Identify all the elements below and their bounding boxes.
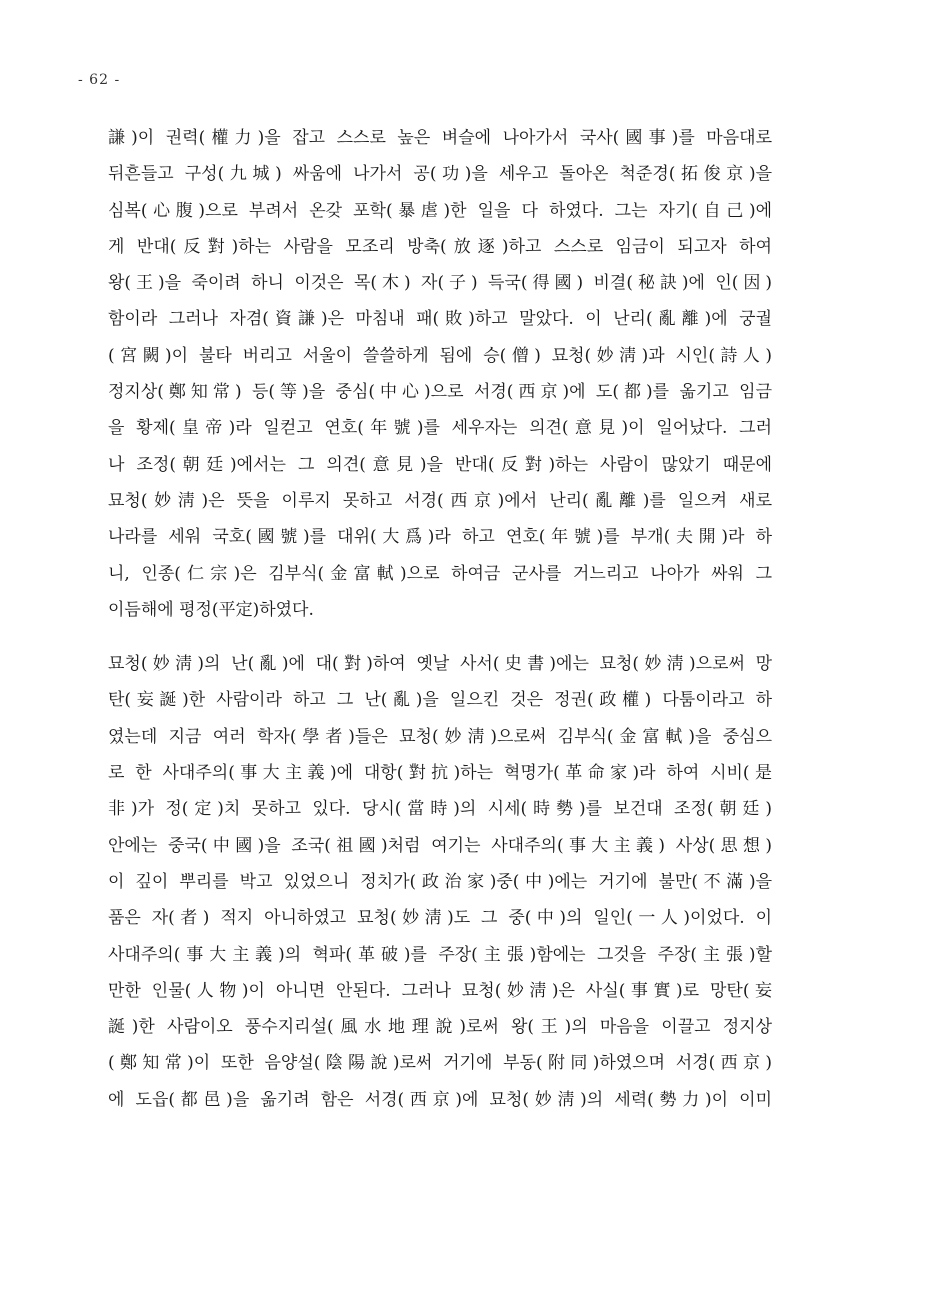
text-line: 나라를 세워 국호(國號)를 대위(大爲)라 하고 연호(年號)를 부개(夫開)라 하: [108, 527, 772, 548]
text-line: 나 조정(朝廷)에서는 그 의견(意見)을 반대(反對)하는 사람이 많았기 때문에: [108, 454, 772, 475]
text-line: 로 한 사대주의(事大主義)에 대항(對抗)하는 혁명가(革命家)라 하여 시비(是: [108, 763, 772, 784]
text-line: 뒤흔들고 구성(九城) 싸움에 나가서 공(功)을 세우고 돌아온 척준경(拓俊京)을: [108, 164, 772, 185]
text-line: 정지상(鄭知常) 등(等)을 중심(中心)으로 서경(西京)에 도(都)를 옮기고 임금: [108, 382, 772, 403]
text-line: (鄭知常)이 또한 음양설(陰陽說)로써 거기에 부동(附同)하였으며 서경(西京): [108, 1053, 772, 1074]
text-line: 이 깊이 뿌리를 박고 있었으니 정치가(政治家)중(中)에는 거기에 불만(不滿)을: [108, 871, 772, 892]
paragraph-2: [108, 646, 772, 1118]
text-line: 이듬해에 평정(平定)하였다.: [108, 599, 314, 620]
text-line: 였는데 지금 여러 학자(學者)들은 묘청(妙淸)으로써 김부식(金富軾)을 중심으: [108, 726, 772, 747]
text-line: 에 도읍(都邑)을 옮기려 함은 서경(西京)에 묘청(妙淸)의 세력(勢力)이 이미: [108, 1089, 772, 1110]
text-line: 함이라 그러나 자겸(資謙)은 마침내 패(敗)하고 말았다. 이 난리(亂離)에 궁궐: [108, 309, 772, 330]
text-line: 만한 인물(人物)이 아니면 안된다. 그러나 묘청(妙淸)은 사실(事實)로 망탄(妄: [108, 980, 772, 1001]
text-line: 묘청(妙淸)의 난(亂)에 대(對)하여 옛날 사서(史書)에는 묘청(妙淸)으로써 망: [108, 654, 772, 675]
text-line: 왕(王)을 죽이려 하니 이것은 목(木) 자(子) 득국(得國) 비결(秘訣)에 인(因): [108, 273, 772, 294]
text-line: 심복(心腹)으로 부려서 온갖 포학(暴虐)한 일을 다 하였다. 그는 자기(自己)에: [108, 200, 772, 221]
text-line: 을 황제(皇帝)라 일컫고 연호(年號)를 세우자는 의견(意見)이 일어났다. 그러: [108, 418, 772, 439]
paragraph-1: [108, 120, 772, 628]
text-line: 안에는 중국(中國)을 조국(祖國)처럼 여기는 사대주의(事大主義) 사상(思想): [108, 835, 772, 856]
text-line: 게 반대(反對)하는 사람을 모조리 방축(放逐)하고 스스로 임금이 되고자 하여: [108, 236, 772, 257]
body-text: [108, 120, 772, 1136]
text-line: 품은 자(者) 적지 아니하였고 묘청(妙淸)도 그 중(中)의 일인(一人)이었다. 이: [108, 908, 772, 929]
text-line: 謙)이 권력(權力)을 잡고 스스로 높은 벼슬에 나아가서 국사(國事)를 마음대로: [108, 128, 772, 148]
page-number: - 62 -: [78, 72, 121, 88]
text-line: 니, 인종(仁宗)은 김부식(金富軾)으로 하여금 군사를 거느리고 나아가 싸워 그: [108, 563, 772, 584]
text-line: 탄(妄誕)한 사람이라 하고 그 난(亂)을 일으킨 것은 정권(政權) 다툼이라고 하: [108, 690, 772, 711]
text-line: 묘청(妙淸)은 뜻을 이루지 못하고 서경(西京)에서 난리(亂離)를 일으켜 새로: [108, 490, 772, 511]
text-line: (宮闕)이 불타 버리고 서울이 쓸쓸하게 됨에 승(僧) 묘청(妙淸)과 시인(詩人): [108, 345, 772, 366]
text-line: 사대주의(事大主義)의 혁파(革破)를 주장(主張)함에는 그것을 주장(主張)할: [108, 944, 772, 965]
text-line: 非)가 정(定)치 못하고 있다. 당시(當時)의 시세(時勢)를 보건대 조정(朝廷): [108, 799, 772, 820]
text-line: 誕)한 사람이오 풍수지리설(風水地理說)로써 왕(王)의 마음을 이끌고 정지상: [108, 1017, 772, 1038]
